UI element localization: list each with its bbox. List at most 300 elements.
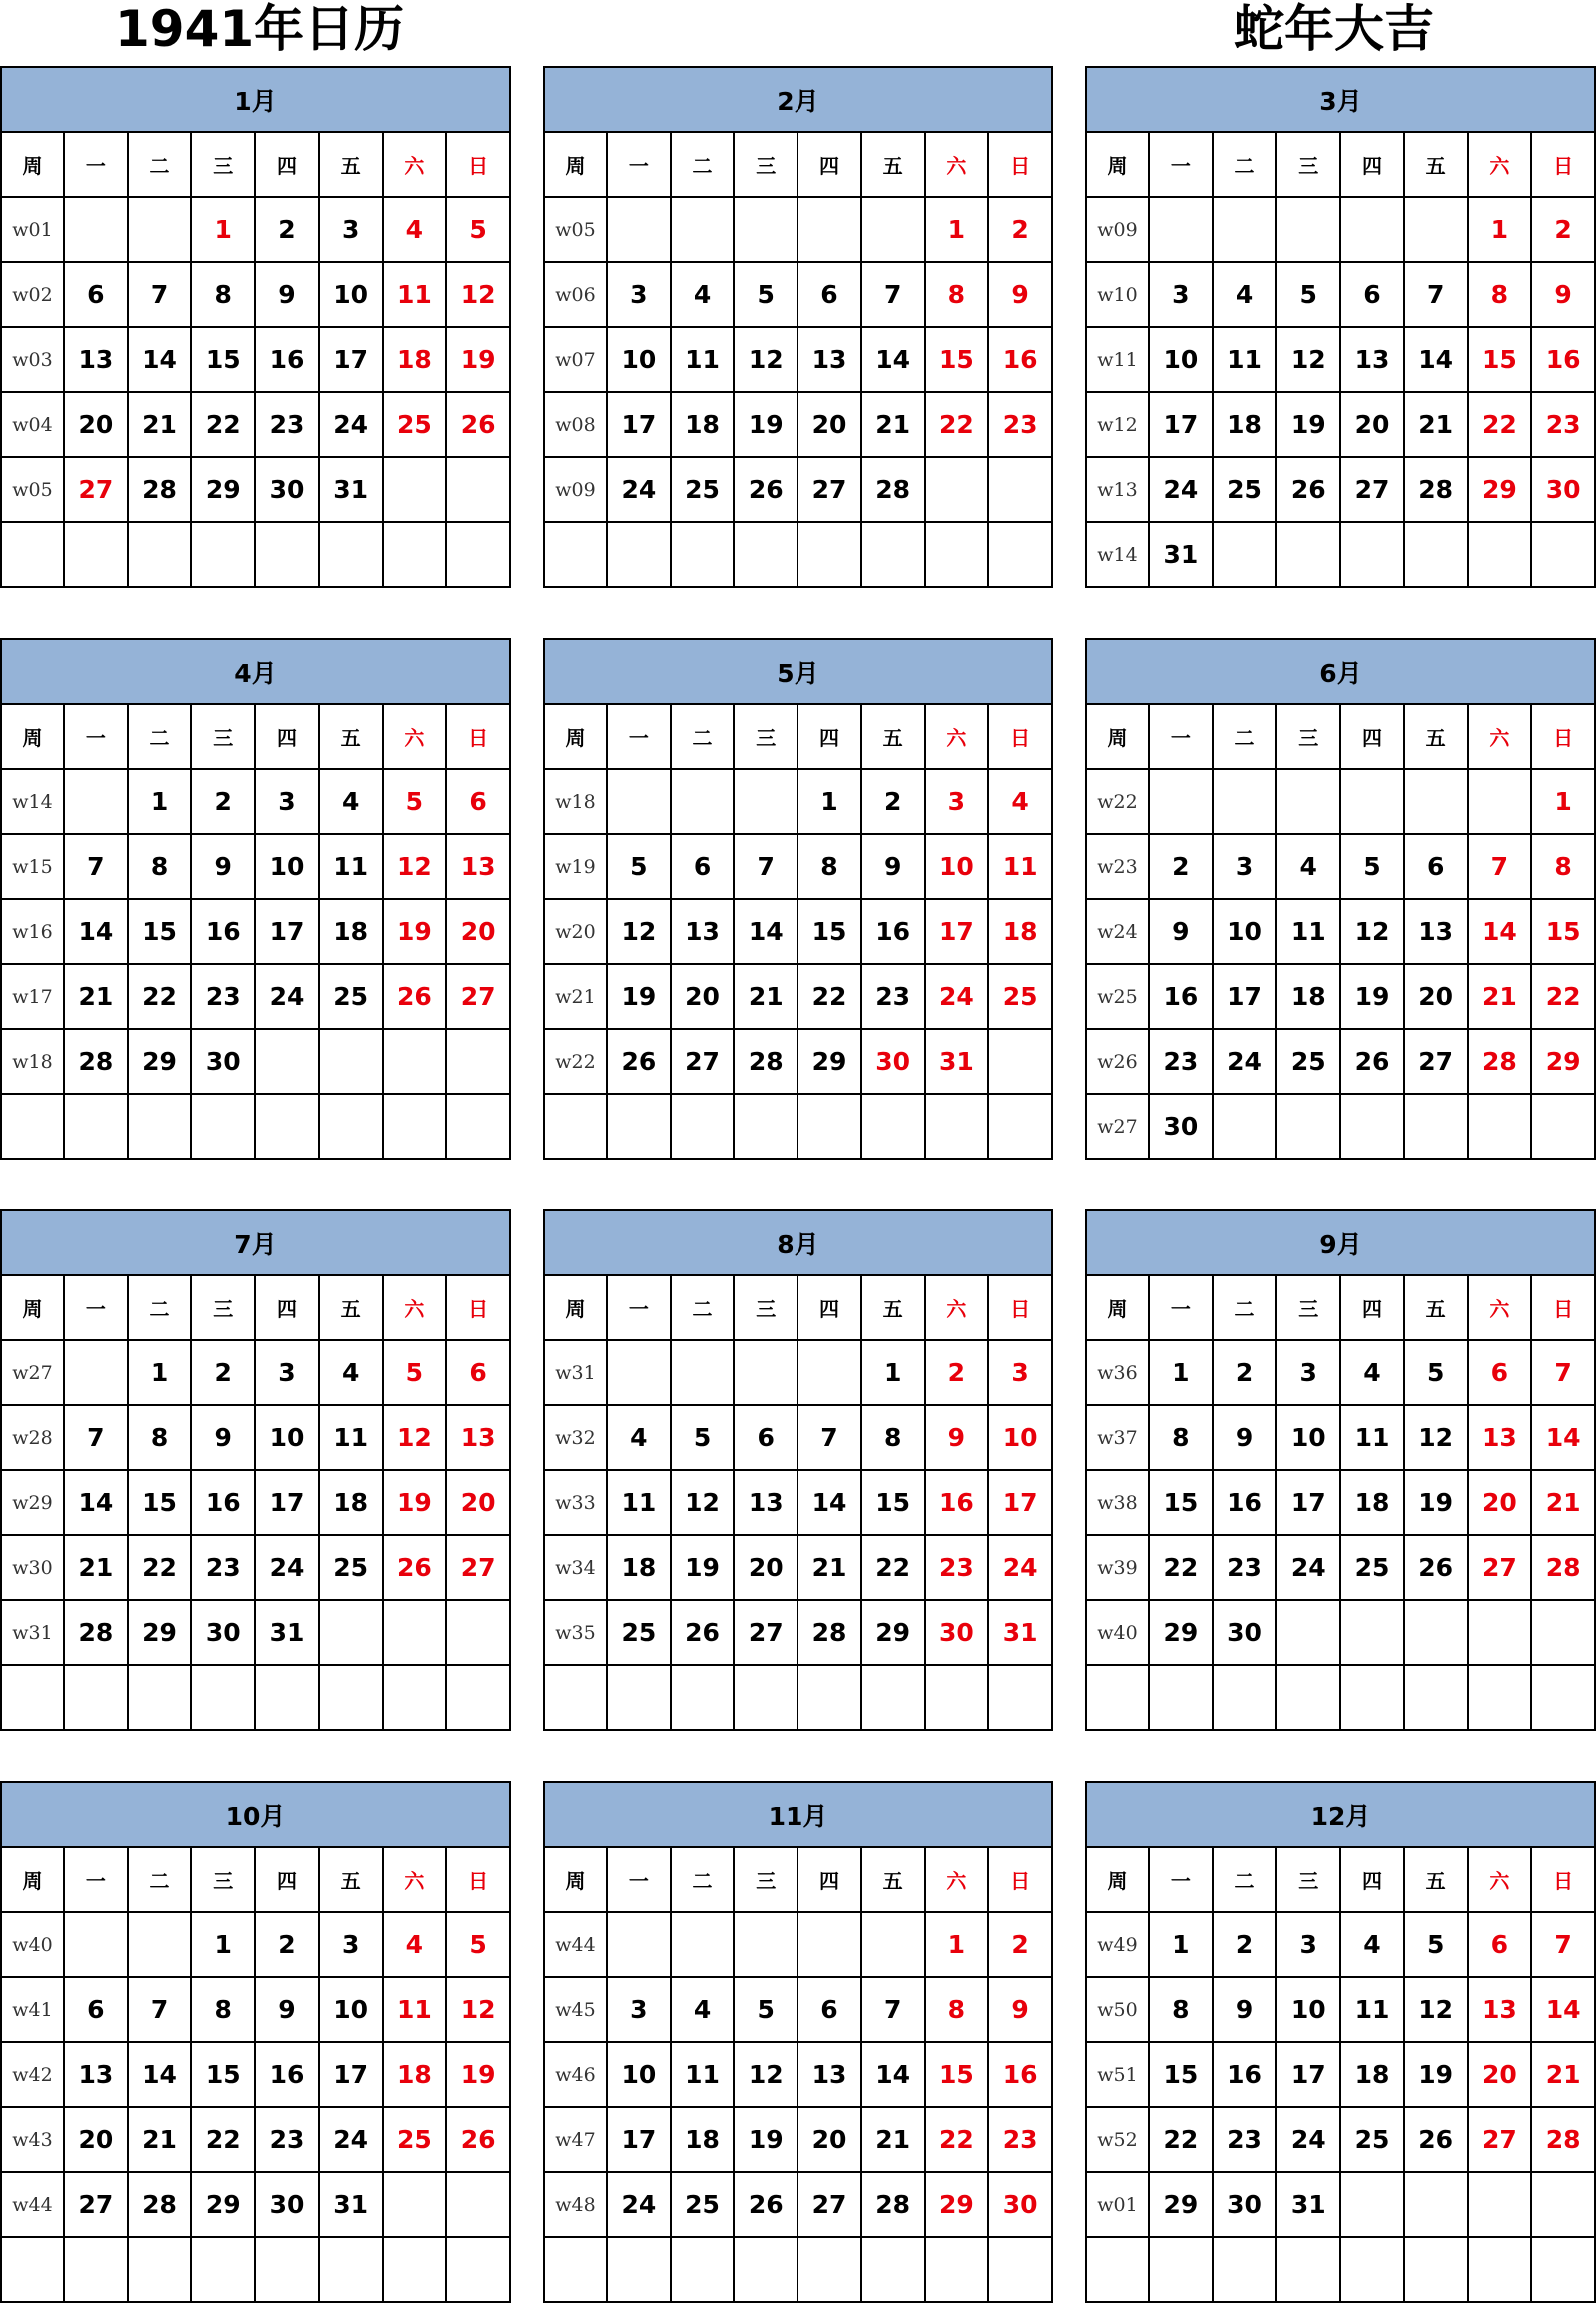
day-cell: 23 (925, 1535, 989, 1600)
week-row (1086, 769, 1595, 834)
week-number: w37 (1086, 1405, 1149, 1470)
day-cell: 29 (798, 1029, 861, 1094)
day-cell (798, 522, 861, 587)
weekday-header: 五 (1404, 132, 1468, 197)
day-cell: 30 (988, 2172, 1052, 2237)
month-name: 2月 (544, 67, 1052, 132)
day-cell: 4 (383, 1912, 447, 1977)
weekday-header: 五 (319, 132, 383, 197)
day-cell (1213, 2237, 1277, 2302)
day-cell: 8 (1149, 1977, 1213, 2042)
weekday-header: 一 (64, 132, 128, 197)
day-cell: 9 (988, 262, 1052, 327)
month-table (543, 66, 1053, 588)
week-row (1, 2172, 510, 2237)
day-cell: 28 (128, 2172, 192, 2237)
day-cell: 19 (446, 2042, 510, 2107)
weekday-header: 六 (383, 132, 447, 197)
weekday-header: 三 (191, 704, 255, 769)
week-number: w43 (1, 2107, 64, 2172)
day-cell: 3 (1213, 834, 1277, 899)
month-table (0, 66, 511, 588)
day-cell: 22 (191, 2107, 255, 2172)
week-column-header: 周 (544, 132, 607, 197)
day-cell: 2 (255, 1912, 319, 1977)
day-cell: 28 (64, 1600, 128, 1665)
week-number: w12 (1086, 392, 1149, 457)
day-cell: 31 (255, 1600, 319, 1665)
week-row (1086, 2107, 1595, 2172)
day-cell: 2 (925, 1340, 989, 1405)
day-cell: 13 (1468, 1405, 1532, 1470)
day-cell: 18 (1340, 2042, 1404, 2107)
day-cell (1276, 2237, 1340, 2302)
week-row (544, 1912, 1052, 1977)
day-cell: 4 (1340, 1340, 1404, 1405)
week-row (544, 1665, 1052, 1730)
day-cell: 13 (446, 1405, 510, 1470)
day-cell: 13 (446, 834, 510, 899)
day-cell: 16 (988, 2042, 1052, 2107)
day-cell: 2 (191, 1340, 255, 1405)
day-cell: 26 (607, 1029, 671, 1094)
day-cell: 25 (1276, 1029, 1340, 1094)
day-cell: 26 (383, 1535, 447, 1600)
day-cell: 30 (255, 2172, 319, 2237)
month-table (1085, 1781, 1596, 2303)
week-column-header: 周 (544, 1847, 607, 1912)
day-cell: 10 (607, 327, 671, 392)
day-cell: 3 (1276, 1340, 1340, 1405)
day-cell: 20 (734, 1535, 798, 1600)
day-cell (446, 457, 510, 522)
week-number: w22 (1086, 769, 1149, 834)
day-cell: 4 (671, 262, 735, 327)
day-cell (64, 769, 128, 834)
day-cell: 28 (1404, 457, 1468, 522)
week-row (1, 197, 510, 262)
day-cell: 21 (64, 1535, 128, 1600)
day-cell: 15 (1531, 899, 1595, 964)
day-cell: 18 (671, 392, 735, 457)
weekday-header: 四 (255, 132, 319, 197)
week-row (1086, 457, 1595, 522)
week-column-header: 周 (544, 1275, 607, 1340)
week-row (1086, 1665, 1595, 1730)
day-cell: 6 (64, 262, 128, 327)
day-cell: 9 (1149, 899, 1213, 964)
week-row (544, 769, 1052, 834)
day-cell: 23 (255, 392, 319, 457)
day-cell: 7 (1531, 1912, 1595, 1977)
day-cell: 5 (1404, 1340, 1468, 1405)
day-cell: 10 (1276, 1977, 1340, 2042)
week-number (544, 2237, 607, 2302)
day-cell: 26 (671, 1600, 735, 1665)
day-cell: 2 (1213, 1340, 1277, 1405)
week-row (544, 1470, 1052, 1535)
day-cell: 3 (319, 197, 383, 262)
day-cell (734, 769, 798, 834)
day-cell: 27 (446, 964, 510, 1029)
month-name: 3月 (1086, 67, 1595, 132)
day-cell: 31 (1149, 522, 1213, 587)
weekday-header: 一 (607, 1275, 671, 1340)
day-cell: 2 (191, 769, 255, 834)
day-cell: 15 (798, 899, 861, 964)
day-cell: 27 (798, 457, 861, 522)
day-cell: 20 (798, 392, 861, 457)
day-cell: 26 (1404, 1535, 1468, 1600)
day-cell: 26 (1404, 2107, 1468, 2172)
day-cell: 14 (64, 899, 128, 964)
month-table (1085, 1209, 1596, 1731)
day-cell (255, 522, 319, 587)
day-cell: 17 (607, 392, 671, 457)
day-cell: 16 (255, 2042, 319, 2107)
day-cell (128, 197, 192, 262)
week-row (544, 1405, 1052, 1470)
day-cell: 30 (1531, 457, 1595, 522)
day-cell: 12 (1404, 1977, 1468, 2042)
day-cell: 7 (64, 1405, 128, 1470)
day-cell: 6 (446, 1340, 510, 1405)
day-cell (1340, 2172, 1404, 2237)
day-cell: 18 (383, 327, 447, 392)
day-cell: 25 (671, 2172, 735, 2237)
day-cell (798, 1912, 861, 1977)
day-cell: 9 (1213, 1405, 1277, 1470)
day-cell (607, 1665, 671, 1730)
day-cell: 2 (861, 769, 925, 834)
day-cell: 13 (798, 2042, 861, 2107)
day-cell: 4 (988, 769, 1052, 834)
weekday-header: 二 (128, 1847, 192, 1912)
day-cell: 12 (446, 262, 510, 327)
day-cell (1468, 1600, 1532, 1665)
day-cell: 14 (734, 899, 798, 964)
day-cell (1404, 769, 1468, 834)
week-number: w49 (1086, 1912, 1149, 1977)
day-cell: 29 (1468, 457, 1532, 522)
weekday-header: 三 (1276, 704, 1340, 769)
day-cell: 5 (383, 769, 447, 834)
day-cell: 1 (191, 1912, 255, 1977)
day-cell: 3 (607, 262, 671, 327)
day-cell (64, 1912, 128, 1977)
week-row (1, 1340, 510, 1405)
day-cell: 24 (1276, 1535, 1340, 1600)
month-calendar (0, 1781, 511, 2303)
week-row (1086, 1912, 1595, 1977)
day-cell (319, 1029, 383, 1094)
day-cell: 21 (64, 964, 128, 1029)
day-cell (861, 1912, 925, 1977)
week-number: w29 (1, 1470, 64, 1535)
day-cell: 10 (255, 834, 319, 899)
day-cell: 26 (383, 964, 447, 1029)
day-cell: 7 (861, 1977, 925, 2042)
day-cell: 27 (798, 2172, 861, 2237)
day-cell: 11 (607, 1470, 671, 1535)
month-name: 4月 (1, 639, 510, 704)
week-row (1086, 1470, 1595, 1535)
week-number: w35 (544, 1600, 607, 1665)
day-cell (255, 1094, 319, 1159)
week-row (1, 1535, 510, 1600)
weekday-header: 五 (861, 132, 925, 197)
week-row (1086, 834, 1595, 899)
day-cell: 1 (925, 197, 989, 262)
day-cell (446, 1665, 510, 1730)
day-cell (798, 1340, 861, 1405)
day-cell: 23 (255, 2107, 319, 2172)
month-calendar (543, 66, 1053, 588)
day-cell: 11 (671, 2042, 735, 2107)
day-cell: 18 (383, 2042, 447, 2107)
day-cell: 27 (671, 1029, 735, 1094)
day-cell: 8 (1149, 1405, 1213, 1470)
day-cell (1213, 1665, 1277, 1730)
day-cell: 4 (1276, 834, 1340, 899)
week-number: w18 (1, 1029, 64, 1094)
day-cell: 28 (1468, 1029, 1532, 1094)
weekday-header: 二 (1213, 132, 1277, 197)
day-cell: 19 (1404, 2042, 1468, 2107)
day-cell: 31 (319, 457, 383, 522)
week-row (544, 1029, 1052, 1094)
day-cell: 1 (1149, 1340, 1213, 1405)
day-cell: 19 (1404, 1470, 1468, 1535)
day-cell: 25 (319, 964, 383, 1029)
weekday-header: 一 (607, 1847, 671, 1912)
weekday-header: 日 (446, 704, 510, 769)
week-number: w28 (1, 1405, 64, 1470)
day-cell (925, 522, 989, 587)
day-cell (925, 457, 989, 522)
week-row (1, 457, 510, 522)
day-cell: 22 (1149, 2107, 1213, 2172)
day-cell: 6 (1468, 1912, 1532, 1977)
weekday-header: 一 (1149, 132, 1213, 197)
day-cell: 16 (191, 1470, 255, 1535)
day-cell: 11 (988, 834, 1052, 899)
day-cell: 21 (1531, 1470, 1595, 1535)
weekday-header: 一 (1149, 1847, 1213, 1912)
day-cell (734, 1912, 798, 1977)
weekday-header: 二 (1213, 704, 1277, 769)
day-cell (128, 1665, 192, 1730)
weekday-header: 日 (1531, 1847, 1595, 1912)
day-cell: 17 (1213, 964, 1277, 1029)
day-cell (861, 522, 925, 587)
week-number: w26 (1086, 1029, 1149, 1094)
day-cell: 3 (925, 769, 989, 834)
day-cell: 21 (1531, 2042, 1595, 2107)
day-cell (1149, 2237, 1213, 2302)
day-cell: 16 (1213, 2042, 1277, 2107)
weekday-header: 三 (1276, 1847, 1340, 1912)
day-cell: 9 (255, 1977, 319, 2042)
day-cell: 24 (319, 392, 383, 457)
day-cell: 14 (1531, 1405, 1595, 1470)
day-cell: 13 (1404, 899, 1468, 964)
week-column-header: 周 (1, 132, 64, 197)
day-cell: 28 (798, 1600, 861, 1665)
day-cell: 5 (1340, 834, 1404, 899)
week-row (544, 522, 1052, 587)
weekday-header: 一 (607, 132, 671, 197)
day-cell: 22 (128, 964, 192, 1029)
month-calendar (543, 1209, 1053, 1731)
day-cell: 19 (383, 1470, 447, 1535)
day-cell: 19 (383, 899, 447, 964)
week-number: w44 (544, 1912, 607, 1977)
day-cell: 30 (1213, 1600, 1277, 1665)
day-cell: 15 (1149, 2042, 1213, 2107)
week-number (544, 1665, 607, 1730)
day-cell (988, 457, 1052, 522)
weekday-header: 四 (1340, 1275, 1404, 1340)
day-cell (383, 1665, 447, 1730)
day-cell: 4 (1340, 1912, 1404, 1977)
weekday-header: 五 (1404, 1275, 1468, 1340)
day-cell: 10 (319, 1977, 383, 2042)
week-number: w09 (1086, 197, 1149, 262)
day-cell: 16 (925, 1470, 989, 1535)
week-row (1086, 1029, 1595, 1094)
week-row (544, 457, 1052, 522)
day-cell (128, 522, 192, 587)
day-cell (446, 1029, 510, 1094)
day-cell: 22 (798, 964, 861, 1029)
day-cell (1531, 2237, 1595, 2302)
day-cell: 22 (128, 1535, 192, 1600)
day-cell (1404, 1600, 1468, 1665)
day-cell: 2 (988, 1912, 1052, 1977)
week-column-header: 周 (1, 1275, 64, 1340)
weekday-header: 六 (383, 704, 447, 769)
weekday-header: 一 (64, 1847, 128, 1912)
day-cell: 20 (1468, 2042, 1532, 2107)
week-row (544, 2172, 1052, 2237)
day-cell: 11 (383, 1977, 447, 2042)
day-cell: 14 (64, 1470, 128, 1535)
day-cell: 7 (64, 834, 128, 899)
day-cell: 3 (319, 1912, 383, 1977)
weekday-header: 一 (64, 704, 128, 769)
day-cell: 24 (319, 2107, 383, 2172)
week-number: w07 (544, 327, 607, 392)
week-row (1, 2107, 510, 2172)
day-cell: 5 (671, 1405, 735, 1470)
day-cell: 10 (255, 1405, 319, 1470)
day-cell: 19 (671, 1535, 735, 1600)
day-cell (925, 1665, 989, 1730)
weekday-header: 二 (1213, 1275, 1277, 1340)
day-cell (607, 2237, 671, 2302)
day-cell: 24 (255, 964, 319, 1029)
day-cell: 20 (798, 2107, 861, 2172)
day-cell (1213, 1094, 1277, 1159)
day-cell: 8 (128, 1405, 192, 1470)
day-cell (64, 1094, 128, 1159)
day-cell: 16 (988, 327, 1052, 392)
week-row (1086, 1340, 1595, 1405)
day-cell: 15 (861, 1470, 925, 1535)
day-cell: 8 (861, 1405, 925, 1470)
day-cell (798, 1094, 861, 1159)
day-cell: 9 (1531, 262, 1595, 327)
day-cell: 16 (1213, 1470, 1277, 1535)
day-cell (1276, 1600, 1340, 1665)
day-cell: 27 (734, 1600, 798, 1665)
day-cell: 5 (446, 197, 510, 262)
day-cell: 5 (1276, 262, 1340, 327)
day-cell: 11 (383, 262, 447, 327)
week-row (1, 964, 510, 1029)
weekday-header: 日 (1531, 1275, 1595, 1340)
day-cell (1340, 522, 1404, 587)
week-number: w42 (1, 2042, 64, 2107)
day-cell: 27 (1404, 1029, 1468, 1094)
day-cell: 18 (988, 899, 1052, 964)
weekday-header: 三 (191, 1275, 255, 1340)
week-number: w01 (1086, 2172, 1149, 2237)
month-name: 11月 (544, 1782, 1052, 1847)
day-cell (861, 1094, 925, 1159)
day-cell: 11 (1340, 1405, 1404, 1470)
week-row (544, 1535, 1052, 1600)
day-cell: 8 (128, 834, 192, 899)
day-cell (64, 197, 128, 262)
day-cell: 12 (734, 327, 798, 392)
weekday-header: 二 (128, 132, 192, 197)
month-table (0, 1209, 511, 1731)
month-name: 12月 (1086, 1782, 1595, 1847)
day-cell: 1 (128, 769, 192, 834)
day-cell: 1 (128, 1340, 192, 1405)
week-number: w40 (1, 1912, 64, 1977)
day-cell (925, 2237, 989, 2302)
day-cell: 23 (1531, 392, 1595, 457)
day-cell (319, 522, 383, 587)
day-cell: 20 (446, 1470, 510, 1535)
weekday-header: 三 (734, 1275, 798, 1340)
day-cell: 12 (671, 1470, 735, 1535)
day-cell (1468, 1665, 1532, 1730)
weekday-header: 四 (255, 704, 319, 769)
day-cell: 10 (1213, 899, 1277, 964)
day-cell: 23 (988, 392, 1052, 457)
day-cell (607, 1912, 671, 1977)
day-cell: 22 (1149, 1535, 1213, 1600)
week-row (544, 834, 1052, 899)
day-cell: 12 (383, 834, 447, 899)
day-cell: 25 (607, 1600, 671, 1665)
week-number: w31 (1, 1600, 64, 1665)
day-cell (734, 1094, 798, 1159)
day-cell (671, 1094, 735, 1159)
day-cell: 11 (1213, 327, 1277, 392)
weekday-header: 日 (988, 704, 1052, 769)
week-row (1086, 1535, 1595, 1600)
weekday-header: 六 (1468, 1847, 1532, 1912)
day-cell (734, 1665, 798, 1730)
week-number: w19 (544, 834, 607, 899)
week-row (544, 2107, 1052, 2172)
weekday-header: 日 (1531, 704, 1595, 769)
